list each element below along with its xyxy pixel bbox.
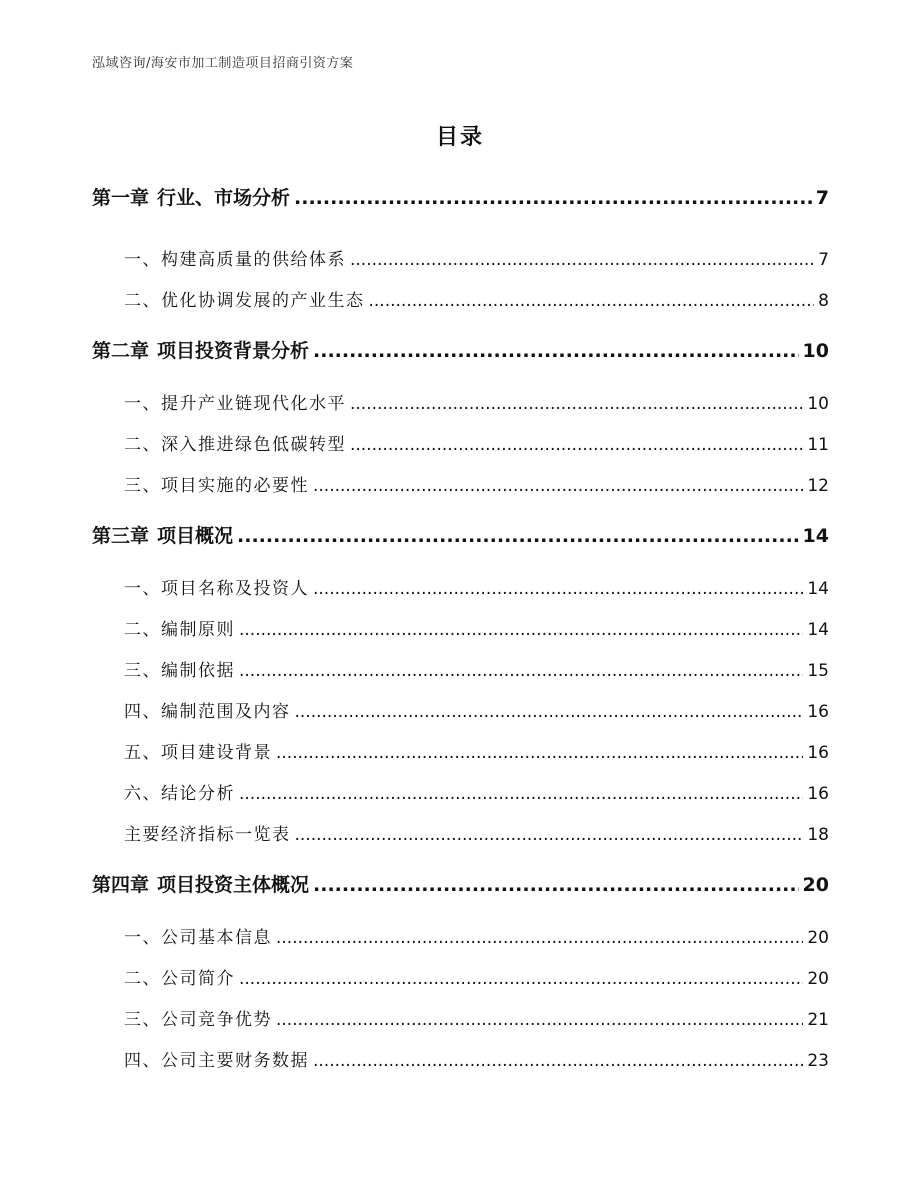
toc-leader-dots xyxy=(276,1010,803,1030)
toc-section[interactable] xyxy=(124,430,829,455)
toc-section[interactable] xyxy=(124,738,829,763)
toc-entry-number: 五、 xyxy=(124,743,161,763)
toc-chapter-1[interactable] xyxy=(92,183,829,210)
toc-leader-dots xyxy=(350,435,803,455)
toc-leader-dots xyxy=(294,187,812,209)
toc-page-number: 8 xyxy=(818,291,829,311)
toc-entry-label: 项目建设背景 xyxy=(161,743,272,763)
toc-entry-label: 公司简介 xyxy=(161,969,235,989)
toc-leader-dots xyxy=(313,579,803,599)
toc-entry-label: 项目投资主体概况 xyxy=(157,874,310,896)
toc-page-number: 10 xyxy=(807,394,829,414)
toc-leader-dots xyxy=(239,784,803,804)
toc-entry-label: 行业、市场分析 xyxy=(157,187,291,209)
toc-entry-number: 六、 xyxy=(124,784,161,804)
toc-page-number: 14 xyxy=(807,620,829,640)
toc-entry-label: 公司竞争优势 xyxy=(161,1010,272,1030)
toc-page-number: 10 xyxy=(802,340,829,362)
toc-leader-dots xyxy=(313,340,799,362)
toc-leader-dots xyxy=(313,1051,803,1071)
toc-entry-label: 编制依据 xyxy=(161,661,235,681)
toc-chapter-2[interactable] xyxy=(92,336,829,363)
toc-leader-dots xyxy=(239,969,803,989)
toc-chapter-3[interactable] xyxy=(92,521,829,548)
toc-section[interactable] xyxy=(124,615,829,640)
toc-entry-label: 项目名称及投资人 xyxy=(161,579,309,599)
toc-entry-label: 公司基本信息 xyxy=(161,928,272,948)
document-header: 泓域咨询/海安市加工制造项目招商引资方案 xyxy=(92,56,354,71)
toc-section[interactable] xyxy=(124,779,829,804)
toc-page-number: 7 xyxy=(818,250,829,270)
toc-entry-number: 四、 xyxy=(124,1051,161,1071)
toc-title: 目录 xyxy=(435,125,484,150)
toc-leader-dots xyxy=(369,291,815,311)
toc-page-number: 15 xyxy=(807,661,829,681)
toc-entry-number: 二、 xyxy=(124,969,161,989)
toc-entry-number: 三、 xyxy=(124,661,161,681)
toc-page-number: 11 xyxy=(807,435,829,455)
toc-page-number: 18 xyxy=(807,825,829,845)
toc-page-number: 12 xyxy=(807,476,829,496)
toc-entry-number: 四、 xyxy=(124,702,161,722)
toc-entry-number: 一、 xyxy=(124,579,161,599)
toc-entry-number: 二、 xyxy=(124,291,161,311)
toc-section[interactable] xyxy=(124,820,829,845)
toc-section[interactable] xyxy=(124,471,829,496)
toc-leader-dots xyxy=(237,525,799,547)
toc-page-number: 7 xyxy=(815,187,829,209)
toc-section[interactable] xyxy=(124,389,829,414)
toc-chapter-4[interactable] xyxy=(92,870,829,897)
toc-page-number: 20 xyxy=(807,928,829,948)
toc-entry-number: 第三章 xyxy=(92,525,150,547)
toc-entry-number: 第一章 xyxy=(92,187,150,209)
toc-page-number: 21 xyxy=(807,1010,829,1030)
toc-page-number: 20 xyxy=(802,874,829,896)
toc-section[interactable] xyxy=(124,574,829,599)
toc-entry-number: 三、 xyxy=(124,476,161,496)
toc-entry-label: 项目投资背景分析 xyxy=(157,340,310,362)
toc-leader-dots xyxy=(295,702,804,722)
toc-entry-label: 公司主要财务数据 xyxy=(161,1051,309,1071)
toc-section[interactable] xyxy=(124,245,829,270)
toc-leader-dots xyxy=(313,874,799,896)
toc-entry-number: 第四章 xyxy=(92,874,150,896)
toc-entry-label: 编制范围及内容 xyxy=(161,702,291,722)
toc-section[interactable] xyxy=(124,286,829,311)
toc-entry-label: 编制原则 xyxy=(161,620,235,640)
toc-section[interactable] xyxy=(124,923,829,948)
toc-entry-label: 结论分析 xyxy=(161,784,235,804)
toc-entry-label: 优化协调发展的产业生态 xyxy=(161,291,365,311)
toc-section[interactable] xyxy=(124,697,829,722)
toc-leader-dots xyxy=(276,743,803,763)
toc-entry-number: 二、 xyxy=(124,435,161,455)
toc-entry-label: 构建高质量的供给体系 xyxy=(161,250,346,270)
toc-entry-number: 一、 xyxy=(124,394,161,414)
toc-section[interactable] xyxy=(124,1046,829,1071)
toc-leader-dots xyxy=(239,661,803,681)
toc-entry-number: 二、 xyxy=(124,620,161,640)
toc-leader-dots xyxy=(350,250,814,270)
toc-section[interactable] xyxy=(124,964,829,989)
toc-entry-label: 提升产业链现代化水平 xyxy=(161,394,346,414)
toc-entry-number: 一、 xyxy=(124,928,161,948)
toc-entry-label: 深入推进绿色低碳转型 xyxy=(161,435,346,455)
toc-entry-number: 三、 xyxy=(124,1010,161,1030)
toc-leader-dots xyxy=(239,620,803,640)
toc-entry-label: 项目实施的必要性 xyxy=(161,476,309,496)
toc-page-number: 20 xyxy=(807,969,829,989)
toc-leader-dots xyxy=(295,825,804,845)
toc-section[interactable] xyxy=(124,1005,829,1030)
toc-entry-number: 第二章 xyxy=(92,340,150,362)
toc-page-number: 16 xyxy=(807,784,829,804)
toc-page-number: 14 xyxy=(807,579,829,599)
toc-page-number: 14 xyxy=(802,525,829,547)
toc-page-number: 16 xyxy=(807,743,829,763)
toc-leader-dots xyxy=(313,476,803,496)
toc-page-number: 23 xyxy=(807,1051,829,1071)
toc-page-number: 16 xyxy=(807,702,829,722)
toc-entry-number: 一、 xyxy=(124,250,161,270)
toc-entry-label: 主要经济指标一览表 xyxy=(124,825,291,845)
toc-entry-label: 项目概况 xyxy=(157,525,234,547)
toc-leader-dots xyxy=(350,394,803,414)
toc-leader-dots xyxy=(276,928,803,948)
toc-section[interactable] xyxy=(124,656,829,681)
